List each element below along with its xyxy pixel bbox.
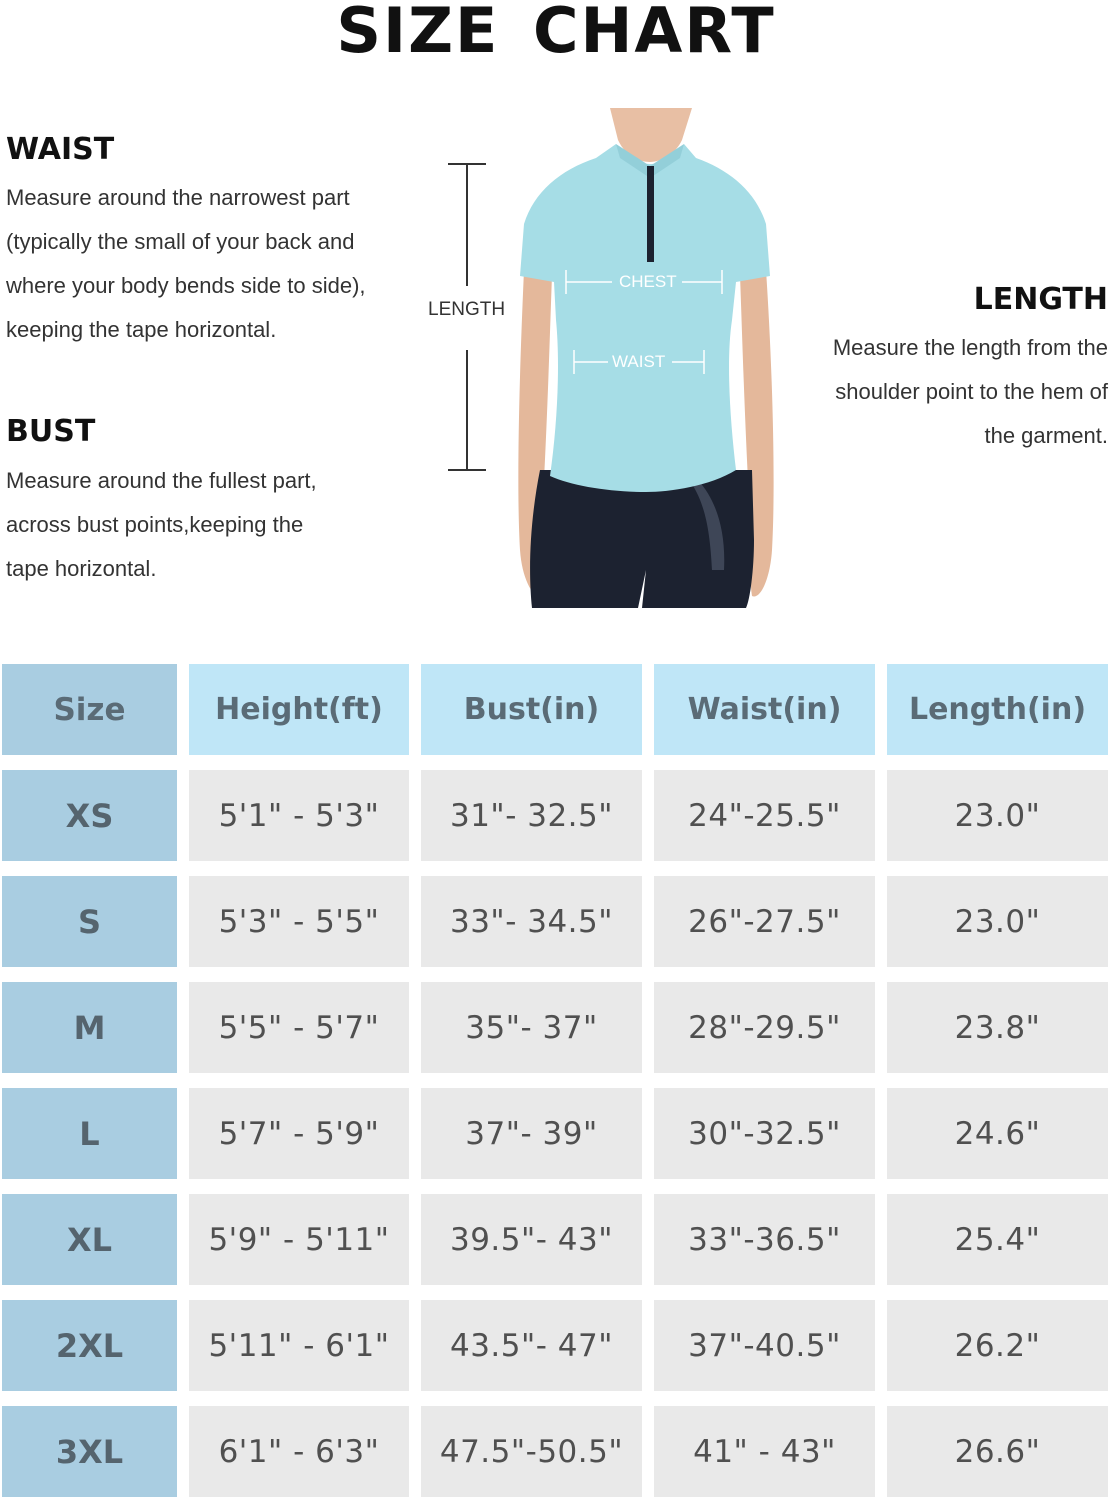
length-cell: 25.4" (887, 1194, 1108, 1285)
size-cell: 3XL (2, 1406, 177, 1497)
bust-cell: 47.5"-50.5" (421, 1406, 642, 1497)
jersey-illustration (420, 100, 800, 610)
size-table (2, 664, 1110, 1497)
header-waist: Waist(in) (654, 664, 875, 755)
header-length: Length(in) (887, 664, 1108, 755)
waist-heading: WAIST (6, 132, 115, 167)
height-cell: 5'5" - 5'7" (189, 982, 409, 1073)
bust-cell: 35"- 37" (421, 982, 642, 1073)
waist-line: keeping the tape horizontal. (6, 317, 277, 342)
bust-cell: 33"- 34.5" (421, 876, 642, 967)
waist-cell: 30"-32.5" (654, 1088, 875, 1179)
waist-cell: 24"-25.5" (654, 770, 875, 861)
height-cell: 6'1" - 6'3" (189, 1406, 409, 1497)
length-cell: 26.6" (887, 1406, 1108, 1497)
size-cell: 2XL (2, 1300, 177, 1391)
size-cell: S (2, 876, 177, 967)
length-cell: 26.2" (887, 1300, 1108, 1391)
bust-line: tape horizontal. (6, 556, 157, 581)
length-dimension-label: LENGTH (428, 299, 506, 320)
bust-cell: 31"- 32.5" (421, 770, 642, 861)
bust-cell: 43.5"- 47" (421, 1300, 642, 1391)
waist-cell: 33"-36.5" (654, 1194, 875, 1285)
bust-heading: BUST (6, 414, 96, 449)
length-cell: 24.6" (887, 1088, 1108, 1179)
size-cell: XS (2, 770, 177, 861)
length-cell: 23.0" (887, 770, 1108, 861)
height-cell: 5'11" - 6'1" (189, 1300, 409, 1391)
length-cell: 23.0" (887, 876, 1108, 967)
waist-line: where your body bends side to side), (6, 273, 366, 298)
height-cell: 5'9" - 5'11" (189, 1194, 409, 1285)
bust-description (6, 459, 366, 591)
height-cell: 5'7" - 5'9" (189, 1088, 409, 1179)
waist-line: (typically the small of your back and (6, 229, 355, 254)
jersey-zipper (647, 166, 654, 262)
jersey-body (520, 144, 770, 492)
length-line: the garment. (984, 423, 1108, 448)
waist-cell: 37"-40.5" (654, 1300, 875, 1391)
bust-cell: 39.5"- 43" (421, 1194, 642, 1285)
length-description (788, 326, 1108, 458)
bust-cell: 37"- 39" (421, 1088, 642, 1179)
waist-cell: 26"-27.5" (654, 876, 875, 967)
header-size: Size (2, 664, 177, 755)
model-figure (420, 100, 800, 610)
length-line: shoulder point to the hem of (835, 379, 1108, 404)
size-cell: XL (2, 1194, 177, 1285)
bust-line: Measure around the fullest part, (6, 468, 317, 493)
waist-line: Measure around the narrowest part (6, 185, 350, 210)
waist-cell: 41" - 43" (654, 1406, 875, 1497)
size-cell: M (2, 982, 177, 1073)
header-bust: Bust(in) (421, 664, 642, 755)
length-heading: LENGTH (973, 282, 1108, 317)
chest-dimension-label: CHEST (619, 272, 677, 291)
length-cell: 23.8" (887, 982, 1108, 1073)
waist-cell: 28"-29.5" (654, 982, 875, 1073)
height-cell: 5'1" - 5'3" (189, 770, 409, 861)
waist-description (6, 176, 406, 352)
length-line: Measure the length from the (832, 335, 1108, 360)
bust-line: across bust points,keeping the (6, 512, 304, 537)
header-height: Height(ft) (189, 664, 409, 755)
page-title: SIZE CHART (336, 0, 776, 67)
size-cell: L (2, 1088, 177, 1179)
height-cell: 5'3" - 5'5" (189, 876, 409, 967)
waist-dimension-label: WAIST (612, 352, 666, 371)
